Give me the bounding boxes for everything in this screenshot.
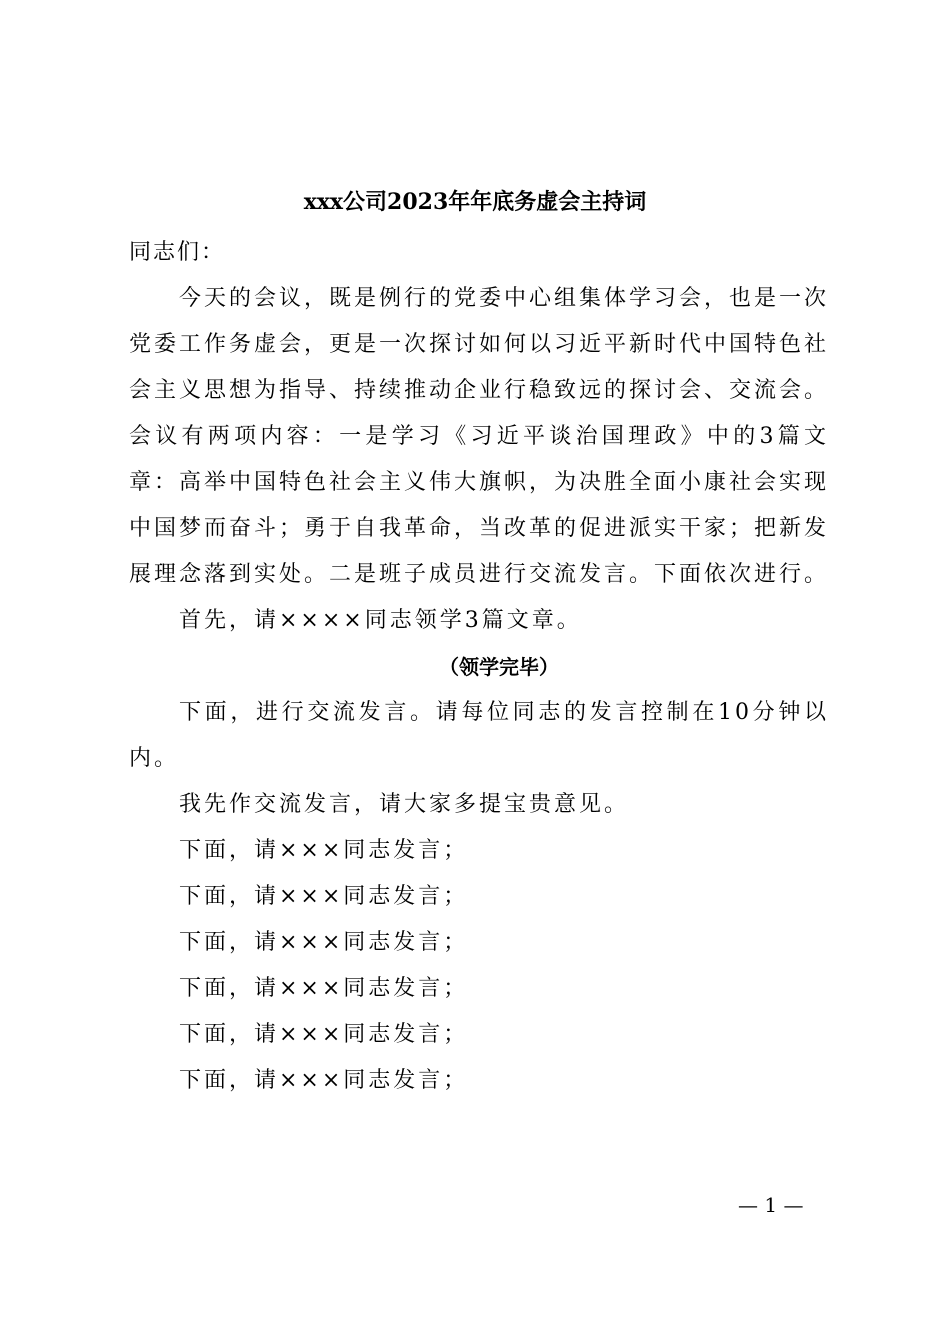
exchange-intro-paragraph: 下面，进行交流发言。请每位同志的发言控制在10分钟以内。	[129, 700, 829, 771]
speaker-line: 下面，请×××同志发言；	[179, 976, 469, 1001]
page-number: — 1 —	[738, 1193, 804, 1217]
intro-paragraph: 今天的会议，既是例行的党委中心组集体学习会，也是一次党委工作务虚会，更是一次探讨如何以习近平新时代中国特色社会主义思想为指导、持续推动企业行稳致远的探讨会、交流会。会议有两项内容：一是学习《习近平谈治国理政》中的3篇文章：高举中国特色社会主义伟大旗帜，为决胜全面小康社会实现中国梦而奋斗；勇于自我革命，当改革的促进派实干家；把新发展理念落到实处。二是班子成员进行交流发言。下面依次进行。	[129, 286, 830, 587]
salutation: 同志们：	[129, 240, 226, 265]
host-speech-paragraph: 我先作交流发言，请大家多提宝贵意见。	[179, 792, 630, 817]
speaker-line: 下面，请×××同志发言；	[179, 1068, 469, 1093]
speaker-line: 下面，请×××同志发言；	[179, 930, 469, 955]
speaker-line: 下面，请×××同志发言；	[179, 1022, 469, 1047]
speaker-line: 下面，请×××同志发言；	[179, 838, 469, 863]
study-done-note: （领学完毕）	[439, 655, 559, 679]
first-step-paragraph: 首先，请××××同志领学3篇文章。	[179, 608, 582, 633]
speaker-line: 下面，请×××同志发言；	[179, 884, 469, 909]
document-body	[129, 230, 829, 1104]
document-title: xxx公司2023年年底务虚会主持词	[303, 189, 647, 215]
